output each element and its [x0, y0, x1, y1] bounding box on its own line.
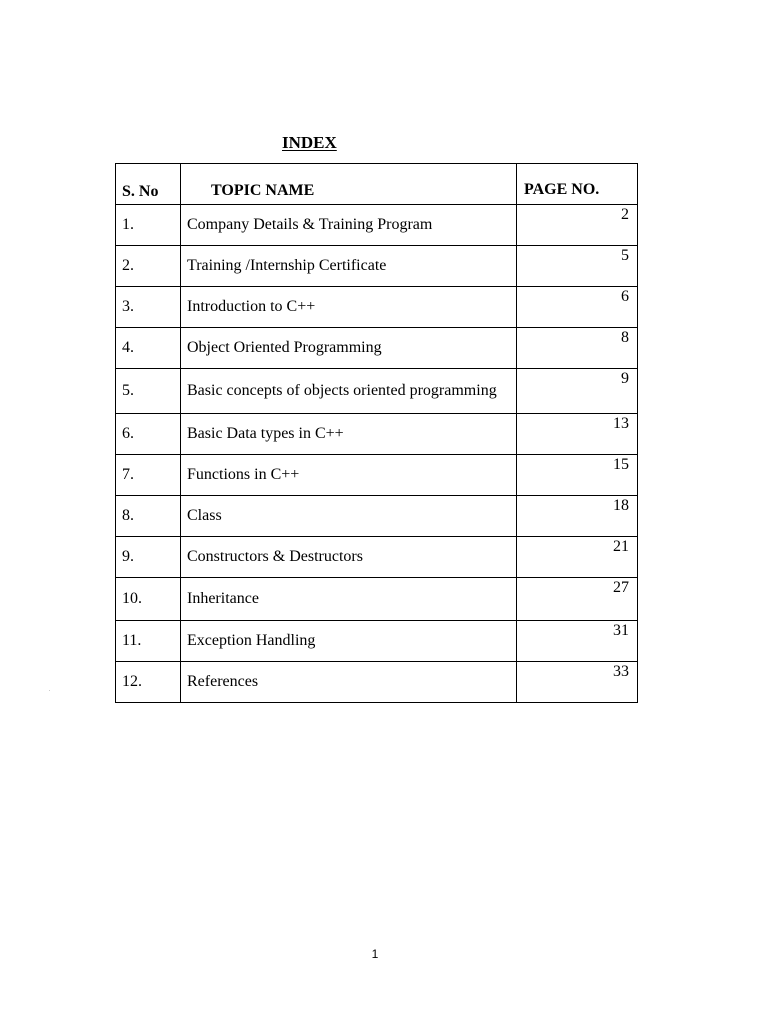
row-sno: 11. [116, 621, 181, 662]
row-sno: 5. [116, 369, 181, 414]
row-topic: Class [181, 496, 517, 537]
row-topic: Functions in C++ [181, 455, 517, 496]
table-row [116, 496, 638, 537]
table-row [116, 578, 638, 621]
header-page-no: PAGE NO. [517, 164, 638, 205]
table-row [116, 246, 638, 287]
header-sno: S. No [116, 164, 181, 205]
row-page: 5 [517, 246, 638, 287]
row-sno: 7. [116, 455, 181, 496]
row-topic: Constructors & Destructors [181, 537, 517, 578]
table-row [116, 455, 638, 496]
row-page: 21 [517, 537, 638, 578]
row-topic: References [181, 662, 517, 703]
row-topic: Object Oriented Programming [181, 328, 517, 369]
row-topic: Basic concepts of objects oriented programming [181, 369, 517, 414]
row-topic: Introduction to C++ [181, 287, 517, 328]
page-title: INDEX [282, 133, 337, 152]
row-sno: 8. [116, 496, 181, 537]
row-page: 33 [517, 662, 638, 703]
row-topic: Company Details & Training Program [181, 205, 517, 246]
row-page: 2 [517, 205, 638, 246]
row-page: 31 [517, 621, 638, 662]
table-row [116, 537, 638, 578]
index-table [115, 163, 638, 703]
row-page: 15 [517, 455, 638, 496]
row-sno: 6. [116, 414, 181, 455]
table-row [116, 369, 638, 414]
row-sno: 4. [116, 328, 181, 369]
row-page: 13 [517, 414, 638, 455]
row-page: 6 [517, 287, 638, 328]
row-topic: Inheritance [181, 578, 517, 621]
row-sno: 9. [116, 537, 181, 578]
row-page: 8 [517, 328, 638, 369]
row-sno: 3. [116, 287, 181, 328]
row-sno: 1. [116, 205, 181, 246]
page-number: 1 [371, 947, 379, 961]
header-topic-name: TOPIC NAME [181, 164, 517, 205]
row-page: 27 [517, 578, 638, 621]
table-row [116, 205, 638, 246]
row-page: 18 [517, 496, 638, 537]
table-row [116, 621, 638, 662]
row-sno: 12. [116, 662, 181, 703]
table-header-row [116, 164, 638, 205]
row-sno: 10. [116, 578, 181, 621]
row-topic: Training /Internship Certificate [181, 246, 517, 287]
table-row [116, 287, 638, 328]
table-row [116, 328, 638, 369]
row-topic: Basic Data types in C++ [181, 414, 517, 455]
row-sno: 2. [116, 246, 181, 287]
table-row [116, 662, 638, 703]
scan-speck [49, 690, 50, 691]
table-row [116, 414, 638, 455]
row-topic: Exception Handling [181, 621, 517, 662]
row-page: 9 [517, 369, 638, 414]
